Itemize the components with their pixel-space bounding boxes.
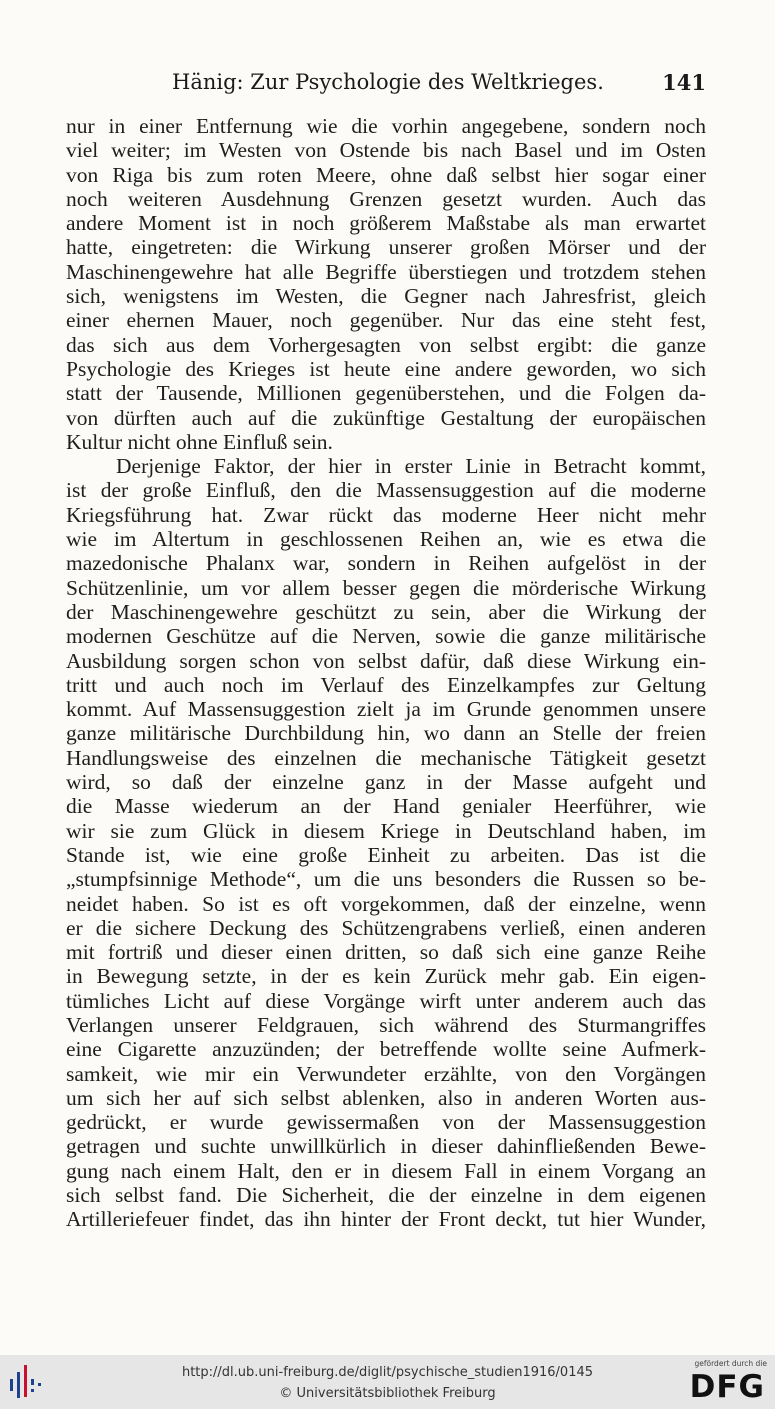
copyright-notice: © Universitätsbibliothek Freiburg — [279, 1386, 496, 1401]
text-line: noch weiteren Ausdehnung Grenzen gesetzt wurden. Auch das — [66, 186, 706, 211]
text-line: kommt. Auf Massensuggestion zielt ja im Grunde genommen unsere — [66, 697, 706, 722]
text-line: andere Moment ist in noch größerem Maßstabe als man erwartet — [66, 211, 706, 236]
funder-block — [685, 1359, 767, 1405]
text-line: der Maschinengewehre geschützt zu sein, aber die Wirkung der — [66, 599, 706, 624]
text-line: Maschinengewehre hat alle Begriffe überstiegen und trotzdem stehen — [66, 259, 706, 284]
text-line: wie im Altertum in geschlossenen Reihen an, wie es etwa die — [66, 527, 706, 552]
source-url-link[interactable]: http://dl.ub.uni-freiburg.de/diglit/psychische_studien1916/0145 — [181, 1365, 594, 1380]
text-line: er die sichere Deckung des Schützengrabens verließ, einen anderen — [66, 915, 706, 940]
text-line: gedrückt, er wurde gewissermaßen von der Massensuggestion — [66, 1110, 706, 1135]
dfg-logo: DFG — [689, 1369, 765, 1405]
text-line: Artilleriefeuer findet, das ihn hinter der Front deckt, tut hier Wunder, — [66, 1207, 706, 1232]
text-line: sich, wenigstens im Westen, die Gegner nach Jahresfrist, gleich — [66, 284, 706, 309]
text-line: „stumpfsinnige Methode“, um die uns besonders die Russen so be- — [66, 867, 706, 892]
text-line: einer ehernen Mauer, noch gegenüber. Nur das eine steht fest, — [66, 308, 706, 333]
text-line: nur in einer Entfernung wie die vorhin angegebene, sondern noch — [66, 114, 706, 138]
text-line: Kultur nicht ohne Einfluß sein. — [66, 429, 333, 454]
text-line: das sich aus dem Vorhergesagten von selbst ergibt: die ganze — [66, 332, 706, 357]
text-line: wir sie zum Glück in diesem Kriege in Deutschland haben, im — [66, 818, 706, 843]
paragraph-first-line: Derjenige Faktor, der hier in erster Linie in Betracht kommt, — [116, 454, 706, 479]
text-line: Ausbildung sorgen schon von selbst dafür, daß diese Wirkung ein- — [66, 648, 706, 673]
text-line: hatte, eingetreten: die Wirkung unserer großen Mörser und der — [66, 235, 706, 260]
text-line: statt der Tausende, Millionen gegenüberstehen, und die Folgen da- — [66, 381, 706, 406]
text-line: ganze militärische Durchbildung hin, wo dann an Stelle der freien — [66, 721, 706, 746]
funding-note: gefördert durch die — [694, 1359, 767, 1368]
text-line: in Bewegung setzte, in der es kein Zurück mehr gab. Ein eigen- — [66, 964, 706, 989]
text-line: samkeit, wie mir ein Verwundeter erzählte, von den Vorgängen — [66, 1061, 706, 1086]
body-text — [66, 114, 706, 1232]
text-line: von Riga bis zum roten Meere, ohne daß selbst hier sogar einer — [66, 162, 706, 187]
text-line: getragen und suchte unwillkürlich in dieser dahinfließenden Bewe- — [66, 1134, 706, 1159]
text-line: von dürften auch auf die zukünftige Gestaltung der europäischen — [66, 405, 706, 430]
text-line: tritt und auch noch im Verlauf des Einzelkampfes zur Geltung — [66, 672, 706, 697]
viewer-footer — [0, 1355, 775, 1409]
text-line: neidet haben. So ist es oft vorgekommen, daß der einzelne, wenn — [66, 891, 706, 916]
text-line: Handlungsweise des einzelnen die mechanische Tätigkeit gesetzt — [66, 745, 706, 770]
text-line: tümliches Licht auf diese Vorgänge wirft unter anderem auch das — [66, 988, 706, 1013]
text-line: eine Cigarette anzuzünden; der betreffende wollte seine Aufmerk- — [66, 1037, 706, 1062]
text-line: Stande ist, wie eine große Einheit zu arbeiten. Das ist die — [66, 842, 706, 867]
text-line: Schützenlinie, um vor allem besser gegen die mörderische Wirkung — [66, 575, 706, 600]
text-line: wird, so daß der einzelne ganz in der Masse aufgeht und — [66, 770, 706, 795]
running-head-title: Hänig: Zur Psychologie des Weltkrieges. — [172, 70, 604, 94]
text-line: die Masse wiederum an der Hand genialer Heerführer, wie — [66, 794, 706, 819]
text-line: gung nach einem Halt, den er in diesem Fall in einem Vorgang an — [66, 1158, 706, 1183]
text-line: Kriegsführung hat. Zwar rückt das moderne Heer nicht mehr — [66, 502, 706, 527]
text-line: Psychologie des Krieges ist heute eine andere geworden, wo sich — [66, 356, 706, 381]
text-line: ist der große Einfluß, den die Massensuggestion auf die moderne — [66, 478, 706, 503]
text-line: mit fortriß und dieser einen dritten, so daß sich eine ganze Reihe — [66, 940, 706, 965]
page-number: 141 — [662, 70, 706, 95]
text-line: mazedonische Phalanx war, sondern in Reihen aufgelöst in der — [66, 551, 706, 576]
text-line: viel weiter; im Westen von Ostende bis nach Basel und im Osten — [66, 138, 706, 163]
text-line: um sich her auf sich selbst ablenken, also in anderen Worten aus- — [66, 1085, 706, 1110]
running-head — [66, 66, 706, 102]
text-line: Verlangen unserer Feldgrauen, sich während des Sturmangriffes — [66, 1012, 706, 1037]
text-line: sich selbst fand. Die Sicherheit, die der einzelne in dem eigenen — [66, 1183, 706, 1208]
text-line: modernen Geschütze auf die Nerven, sowie die ganze militärische — [66, 624, 706, 649]
